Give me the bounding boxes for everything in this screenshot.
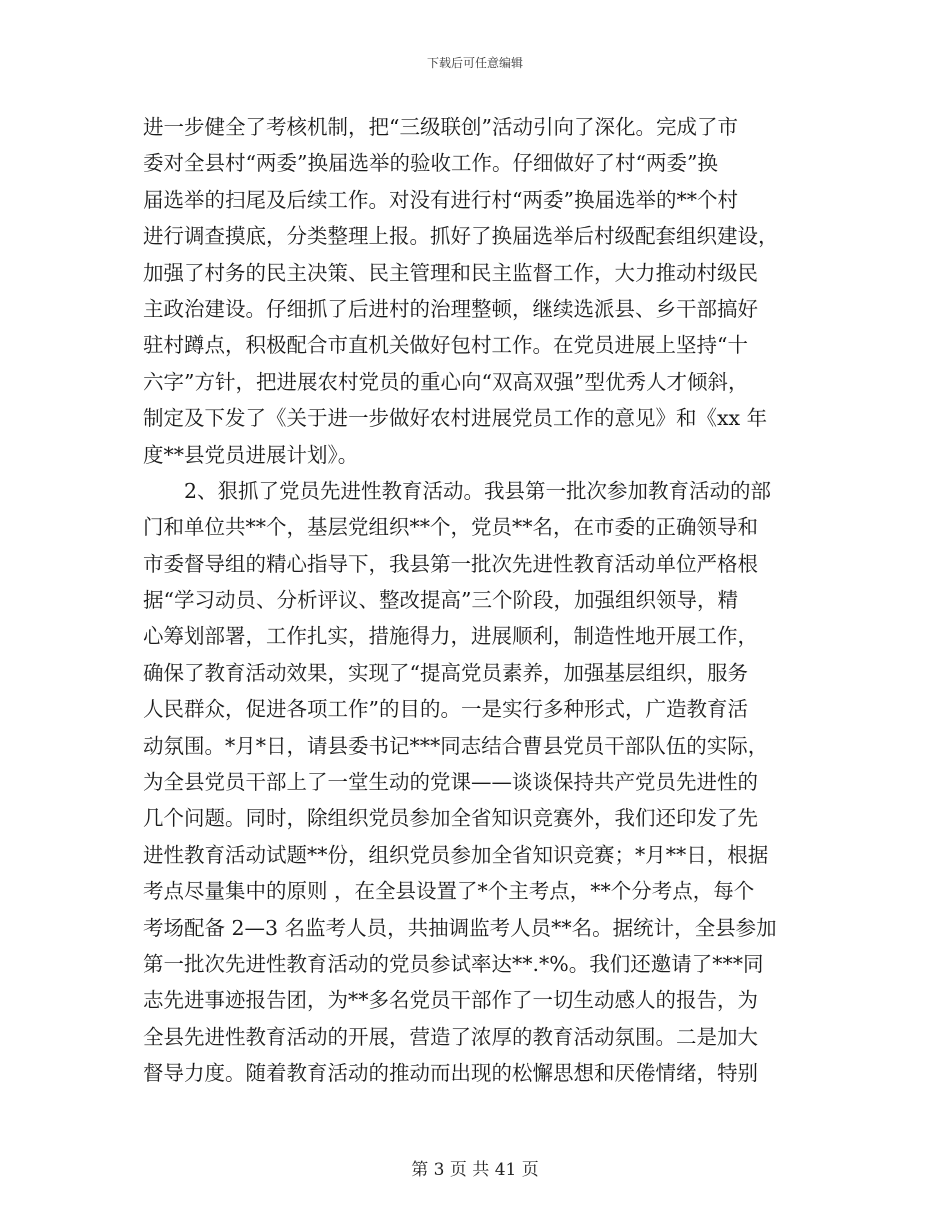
body-line: 届选举的扫尾及后续工作。对没有进行村“两委”换届选举的**个村: [143, 187, 738, 212]
body-line: 督导力度。随着教育活动的推动而出现的松懈思想和厌倦情绪，特别: [143, 1061, 758, 1086]
document-body: [143, 109, 808, 1092]
page-header-note: 下载后可任意编辑: [426, 56, 523, 70]
body-line: 进性教育活动试题**份，组织党员参加全省知识竞赛；*月**日，根据: [143, 842, 769, 867]
body-line: 驻村蹲点，积极配合市直机关做好包村工作。在党员进展上坚持“十: [143, 333, 748, 358]
body-line: 人民群众，促进各项工作”的目的。一是实行多种形式，广造教育活: [143, 697, 748, 722]
body-line: 为全县党员干部上了一堂生动的党课——谈谈保持共产党员先进性的: [143, 770, 758, 795]
body-line: 考场配备 2—3 名监考人员，共抽调监考人员**名。据统计，全县参加: [143, 915, 777, 940]
body-line: 2、狠抓了党员先进性教育活动。我县第一批次参加教育活动的部: [143, 478, 772, 503]
body-line: 市委督导组的精心指导下，我县第一批次先进性教育活动单位严格根: [143, 551, 758, 576]
body-line: 考点尽量集中的原则 ，在全县设置了*个主考点，**个分考点，每个: [143, 879, 755, 904]
body-line: 第一批次先进性教育活动的党员参试率达**.*%。我们还邀请了***同: [143, 951, 764, 976]
body-line: 动氛围。*月*日，请县委书记***同志结合曹县党员干部队伍的实际，: [143, 733, 769, 758]
body-line: 确保了教育活动效果，实现了“提高党员素养，加强基层组织，服务: [143, 660, 748, 685]
body-line: 六字”方针，把进展农村党员的重心向“双高双强”型优秀人才倾斜，: [143, 369, 749, 394]
body-line: 门和单位共**个，基层党组织**个，党员**名，在市委的正确领导和: [143, 515, 758, 540]
page-number-footer: 第 3 页 共 41 页: [411, 1160, 539, 1180]
body-line: 加强了村务的民主决策、民主管理和民主监督工作，大力推动村级民: [143, 260, 758, 285]
body-line: 进行调查摸底，分类整理上报。抓好了换届选举后村级配套组织建设，: [143, 224, 779, 249]
body-line: 度**县党员进展计划》。: [143, 442, 359, 467]
body-line: 几个问题。同时，除组织党员参加全省知识竞赛外，我们还印发了先: [143, 806, 758, 831]
body-line: 全县先进性教育活动的开展，营造了浓厚的教育活动氛围。二是加大: [143, 1024, 758, 1049]
body-line: 委对全县村“两委”换届选举的验收工作。仔细做好了村“两委”换: [143, 151, 718, 176]
body-line: 志先进事迹报告团，为**多名党员干部作了一切生动感人的报告，为: [143, 988, 758, 1013]
body-line: 心筹划部署，工作扎实，措施得力，进展顺利，制造性地开展工作，: [143, 624, 758, 649]
body-line: 进一步健全了考核机制，把“三级联创”活动引向了深化。完成了市: [143, 115, 738, 139]
body-line: 制定及下发了《关于进一步做好农村进展党员工作的意见》和《xx 年: [143, 406, 768, 431]
body-line: 据“学习动员、分析评议、整改提高”三个阶段，加强组织领导，精: [143, 588, 738, 613]
body-line: 主政治建设。仔细抓了后进村的治理整顿，继续选派县、乡干部搞好: [143, 296, 758, 321]
